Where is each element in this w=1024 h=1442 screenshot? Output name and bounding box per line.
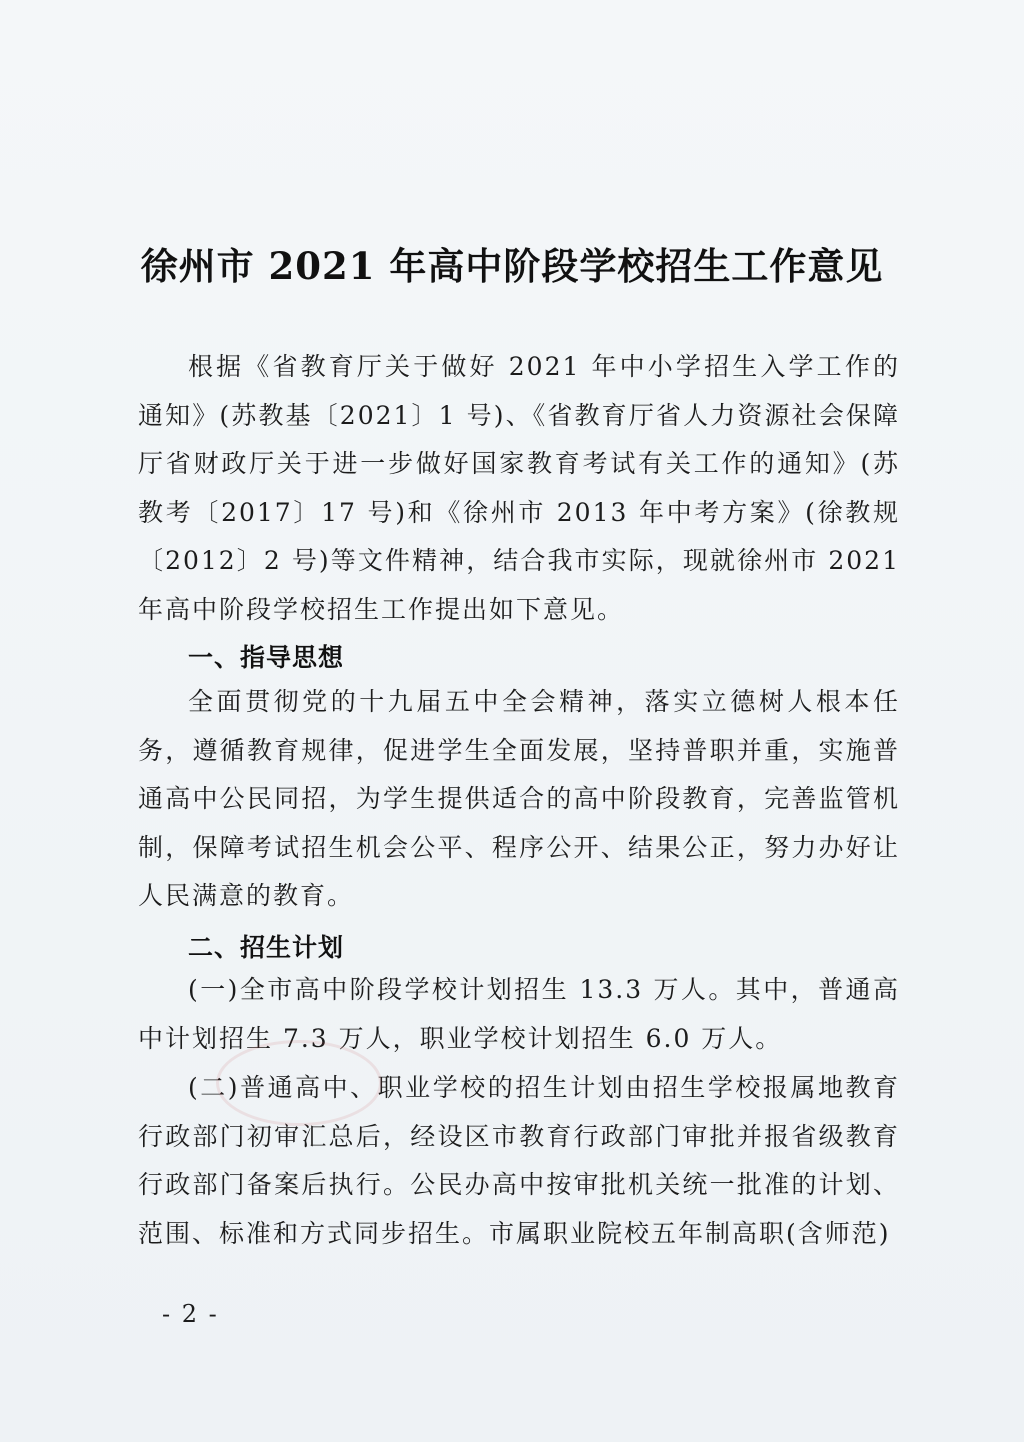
section-2-item-2: (二)普通高中、职业学校的招生计划由招生学校报属地教育行政部门初审汇总后，经设区市教育行政部门审批并报省级教育行政部门备案后执行。公民办高中按审批机关统一批准的计划、范围、标准和方式同步招生。市属职业院校五年制高职(含师范)	[138, 1073, 900, 1248]
section-1-heading: 一、指导思想	[188, 643, 345, 672]
page-number: - 2 -	[162, 1300, 219, 1328]
document-title: 徐州市 2021 年高中阶段学校招生工作意见	[140, 244, 884, 288]
section-2-item-1: (一)全市高中阶段学校计划招生 13.3 万人。其中，普通高中计划招生 7.3 万人，职业学校计划招生 6.0 万人。	[138, 975, 900, 1053]
section-1-paragraph: 全面贯彻党的十九届五中全会精神，落实立德树人根本任务，遵循教育规律，促进学生全面发展，坚持普职并重，实施普通高中公民同招，为学生提供适合的高中阶段教育，完善监管机制，保障考试招生机会公平、程序公开、结果公正，努力办好让人民满意的教育。	[138, 687, 900, 910]
intro-paragraph: 根据《省教育厅关于做好 2021 年中小学招生入学工作的通知》(苏教基〔2021〕1 号)、《省教育厅省人力资源社会保障厅省财政厅关于进一步做好国家教育考试有关工作的通知》(苏教考〔2017〕17 号)和《徐州市 2013 年中考方案》(徐教规〔2012〕2 号)等文件精神，结合我市实际，现就徐州市 2021 年高中阶段学校招生工作提出如下意见。	[138, 352, 900, 624]
section-2-heading: 二、招生计划	[188, 933, 345, 962]
